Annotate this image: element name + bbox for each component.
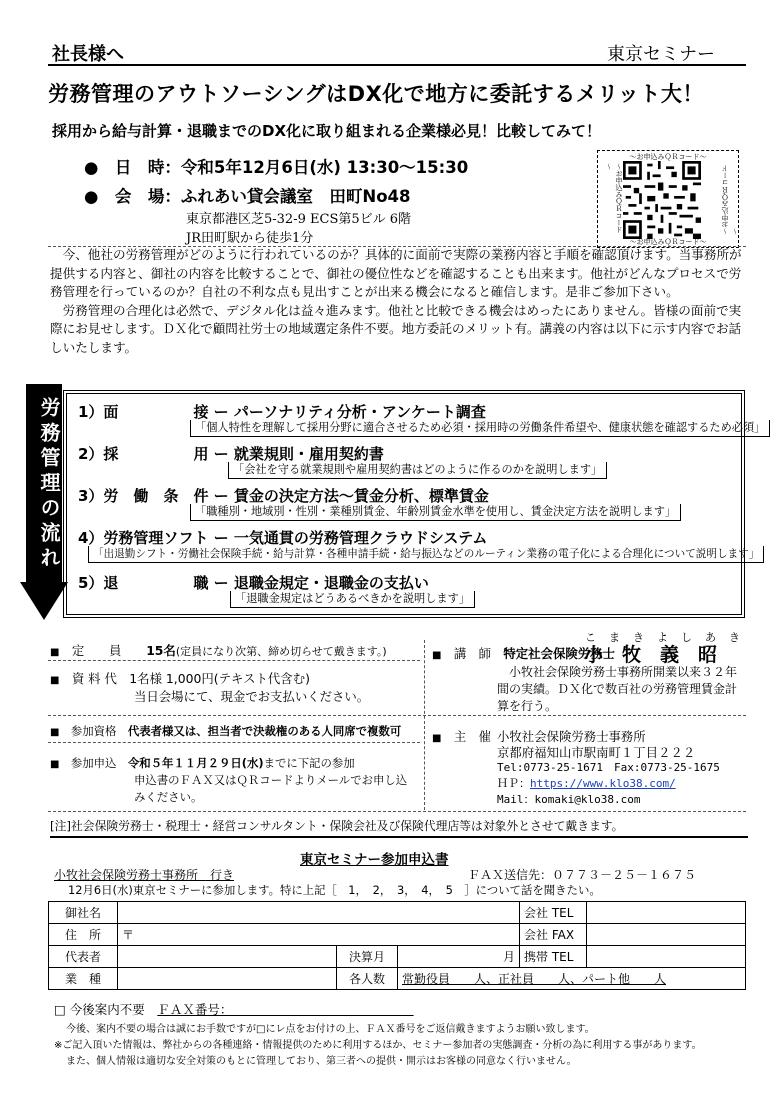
form-divider <box>50 836 748 838</box>
mobile-label: 携帯 TEL <box>520 946 587 968</box>
fee-row: ■ 資 料 代 1名様 1,000円(テキスト代含む) <box>50 671 310 686</box>
flow-note-1: 「個人特性を理解して採用分野に適合させるため必須・採用時の労働条件希望や、健康状態を確認するため必須」 <box>190 420 770 437</box>
qualification-label: 参加資格 <box>70 724 117 738</box>
footer-note-2: ※ご記入頂いた情報は、弊社からの各種連絡・情報提供のために利用するほか、セミナー参加者の実態調査・分析の為に利用する事があります。 <box>54 1040 702 1051</box>
lecturer-title: 特定社会保険労務士 <box>503 646 615 661</box>
application-form-table <box>48 901 746 990</box>
host-address: 京都府福知山市駅南町１丁目２２２ <box>497 745 696 760</box>
apply-label: 参加申込 <box>70 756 117 770</box>
lecturer-row: ■ 講 師 特定社会保険労務士 <box>432 646 615 661</box>
flow-step-4: 4）労務管理ソフト ー 一気通貫の労務管理クラウドシステム <box>78 529 488 547</box>
capacity-value: 15名 <box>146 643 176 658</box>
industry-label: 業 種 <box>49 968 118 990</box>
company-tel-input[interactable] <box>587 902 746 924</box>
host-tel-fax: Tel:0773-25-1671 Fax:0773-25-1675 <box>497 761 720 774</box>
optout-row[interactable] <box>54 1000 414 1018</box>
form-title: 東京セミナー参加申込書 <box>300 852 449 868</box>
recipient-heading: 社長様へ <box>52 44 124 65</box>
intro-paragraph-2: 労務管理の合理化は必然で、デジタル化は益々進みます。他社と比較できる機会はめったにありません。皆様の面前で実際にお見せします。ＤＸ化で顧問社労士の地域選定条件不要。地方委託のメリット有。講義の内容は以下に示す内容でお話しいたします。 <box>50 302 742 355</box>
industry-input[interactable] <box>118 968 337 990</box>
fiscal-label: 決算月 <box>337 946 398 968</box>
form-intro: 12月6日(水)東京セミナーに参加します。特に上記［ 1， 2， 3， 4， 5 ］について話を聞きたい。 <box>68 883 601 897</box>
optout-checkbox[interactable]: □ 今後案内不要 <box>54 1002 145 1017</box>
flow-note-4: 「出退勤シフト・労働社会保険手続・給与計算・各種申請手続・給与振込などのルーティン業務の電子化による合理化について説明します」 <box>88 546 764 563</box>
host-homepage <box>497 775 676 791</box>
lecturer-name: 小 牧 義 昭 <box>584 644 718 666</box>
month-suffix: 月 <box>502 950 515 964</box>
fee-divider <box>48 715 746 716</box>
capacity-label: 定 員 <box>71 643 122 658</box>
lecturer-bio: 小牧社会保険労務士事務所開業以来３２年間の実績。ＤＸ化で数百社の労務管理賃金計算を行う。 <box>497 665 738 713</box>
flow-step-5: 5）退 職 ー 退職金規定・退職金の支払い <box>78 574 429 592</box>
qualification-value: 代表者様又は、担当者で決裁権のある人同席で複数可 <box>127 724 402 738</box>
flow-step-2: 2）採 用 ー 就業規則・雇用契約書 <box>78 445 384 463</box>
hp-label: ＨＰ： <box>497 777 530 790</box>
flow-note-3: 「職種別・地域別・性別・業種別賃金、年齢別賃金水準を使用し、賃金決定方法を説明します」 <box>190 504 681 521</box>
details-bottom-divider <box>48 811 746 812</box>
qualification-divider <box>48 742 420 743</box>
date-value: 令和5年12月6日(水) 13:30～15:30 <box>180 158 469 177</box>
rep-label: 代表者 <box>49 946 118 968</box>
date-label: ● 日 時： <box>84 158 181 177</box>
fee-label: 資 料 代 <box>71 671 117 686</box>
capacity-divider <box>48 660 420 661</box>
fax-number-field[interactable]: ＦＡＸ番号： <box>157 1002 227 1017</box>
qualification-row: ■ 参加資格 代表者様又は、担当者で決裁権のある人同席で複数可 <box>50 724 402 738</box>
qr-caption-left: ～お申込みＱＲコード～ <box>605 163 623 233</box>
apply-text-3: みください。 <box>134 790 203 804</box>
flow-label: 労務管理の流れ <box>37 397 61 572</box>
qr-caption-top: ～お申込みＱＲコード～ <box>629 153 707 161</box>
form-recipient: 小牧社会保険労務士事務所 行き <box>54 868 235 882</box>
lecturer-kana: こ ま き よ し あ き <box>585 631 741 644</box>
venue-access: JR田町駅から徒歩1分 <box>186 231 314 246</box>
company-label: 御社名 <box>49 902 118 924</box>
fiscal-input[interactable] <box>398 946 520 968</box>
venue-value: ふれあい貸会議室 田町No48 <box>180 187 411 206</box>
flow-step-1: 1）面 接 ー パーソナリティ分析・アンケート調査 <box>78 403 486 421</box>
company-tel-label: 会社 TEL <box>520 902 587 924</box>
fee-note: 当日会場にて、現金でお支払いください。 <box>134 689 370 704</box>
fee-value: 1名様 1,000円(テキスト代含む) <box>129 671 310 686</box>
page-title: 労務管理のアウトソーシングはDX化で地方に委託するメリット大！ <box>48 82 704 106</box>
company-input[interactable] <box>118 902 520 924</box>
apply-text-1: までに下記の参加 <box>263 756 355 770</box>
company-fax-input[interactable] <box>587 924 746 946</box>
address-input[interactable] <box>118 924 520 946</box>
flow-note-5: 「退職金規定はどうあるべきかを説明します」 <box>230 591 475 608</box>
company-fax-label: 会社 FAX <box>520 924 587 946</box>
staff-label: 各人数 <box>337 968 398 990</box>
event-venue <box>84 183 411 207</box>
staff-input[interactable]: 常勤役員 人、正社員 人、パート他 人 <box>398 968 746 990</box>
intro-paragraph-1: 今、他社の労務管理がどのように行われているのか？具体的に面前で実際の業務内容と手順を確認頂けます。当事務所が提供する内容と、御社の内容を比較することで、御社の優位性などを確認することも出来ます。他社がどんなプロセスで労務管理を行っているのか？自社の不利な点も見出すことが出来る機会になると確信します。是非ご参加下さい。 <box>50 247 742 300</box>
qr-caption-bottom: ～お申込みＱＲコード～ <box>629 238 707 246</box>
capacity-note: (定員になり次第、締め切らせて戴きます。) <box>175 645 387 658</box>
capacity-row: ■ 定 員 15名(定員になり次第、締め切らせて戴きます。) <box>50 643 387 658</box>
venue-label: ● 会 場： <box>84 187 181 206</box>
qr-caption-right: ～お申込みＱＲコード～ <box>721 165 739 235</box>
form-fax-number: ＦＡＸ送信先：０７７３－２５－１６７５ <box>468 868 697 882</box>
qr-code-icon[interactable] <box>623 161 701 239</box>
address-label: 住 所 <box>49 924 118 946</box>
footer-note-3: また、個人情報は適切な安全対策のもとに管理しており、第三者への提供・開示はお客様の同意なく行いません。 <box>66 1056 577 1067</box>
host-name: 小牧社会保険労務士事務所 <box>497 729 646 744</box>
qr-code-box[interactable] <box>597 150 739 248</box>
lecturer-label: 講 師 <box>453 646 492 661</box>
intro-text <box>50 246 750 358</box>
apply-text-2: 申込書のＦＡＸ又はＱＲコードよりメールでお申し込 <box>134 773 408 787</box>
exclusion-note: [注]社会保険労務士・税理士・経営コンサルタント・保険会社及び保険代理店等は対象外とさせて戴きます。 <box>50 819 624 833</box>
host-mail[interactable]: Mail：komaki@klo38.com <box>497 793 641 806</box>
seminar-heading: 東京セミナー <box>607 44 715 65</box>
event-date <box>84 154 468 178</box>
flow-note-2: 「会社を守る就業規則や雇用契約書はどのように作るのかを説明します」 <box>228 462 607 479</box>
host-label: 主 催 <box>453 729 492 744</box>
apply-deadline: 令和５年１１月２９日(水) <box>127 756 264 770</box>
homepage-link[interactable]: https://www.klo38.com/ <box>530 777 676 790</box>
mobile-input[interactable] <box>587 946 746 968</box>
postal-mark: 〒 <box>122 928 135 942</box>
flow-step-3: 3）労 働 条 件 ー 賃金の決定方法～賃金分析、標準賃金 <box>78 487 489 505</box>
host-row: ■ 主 催 <box>432 729 492 744</box>
venue-address: 東京都港区芝5-32-9 ECS第5ビル 6階 <box>186 212 412 227</box>
apply-row: ■ 参加申込 令和５年１１月２９日(水)までに下記の参加 <box>50 756 355 770</box>
details-divider <box>424 640 425 810</box>
page-subtitle: 採用から給与計算・退職までのDX化に取り組まれる企業様必見！比較してみて！ <box>52 122 602 140</box>
header-divider <box>48 64 746 66</box>
rep-input[interactable] <box>118 946 337 968</box>
footer-note-1: 今後、案内不要の場合は誠にお手数ですが□にレ点をお付けの上、ＦＡＸ番号をご返信戴きますようお願い致します。 <box>66 1024 595 1035</box>
